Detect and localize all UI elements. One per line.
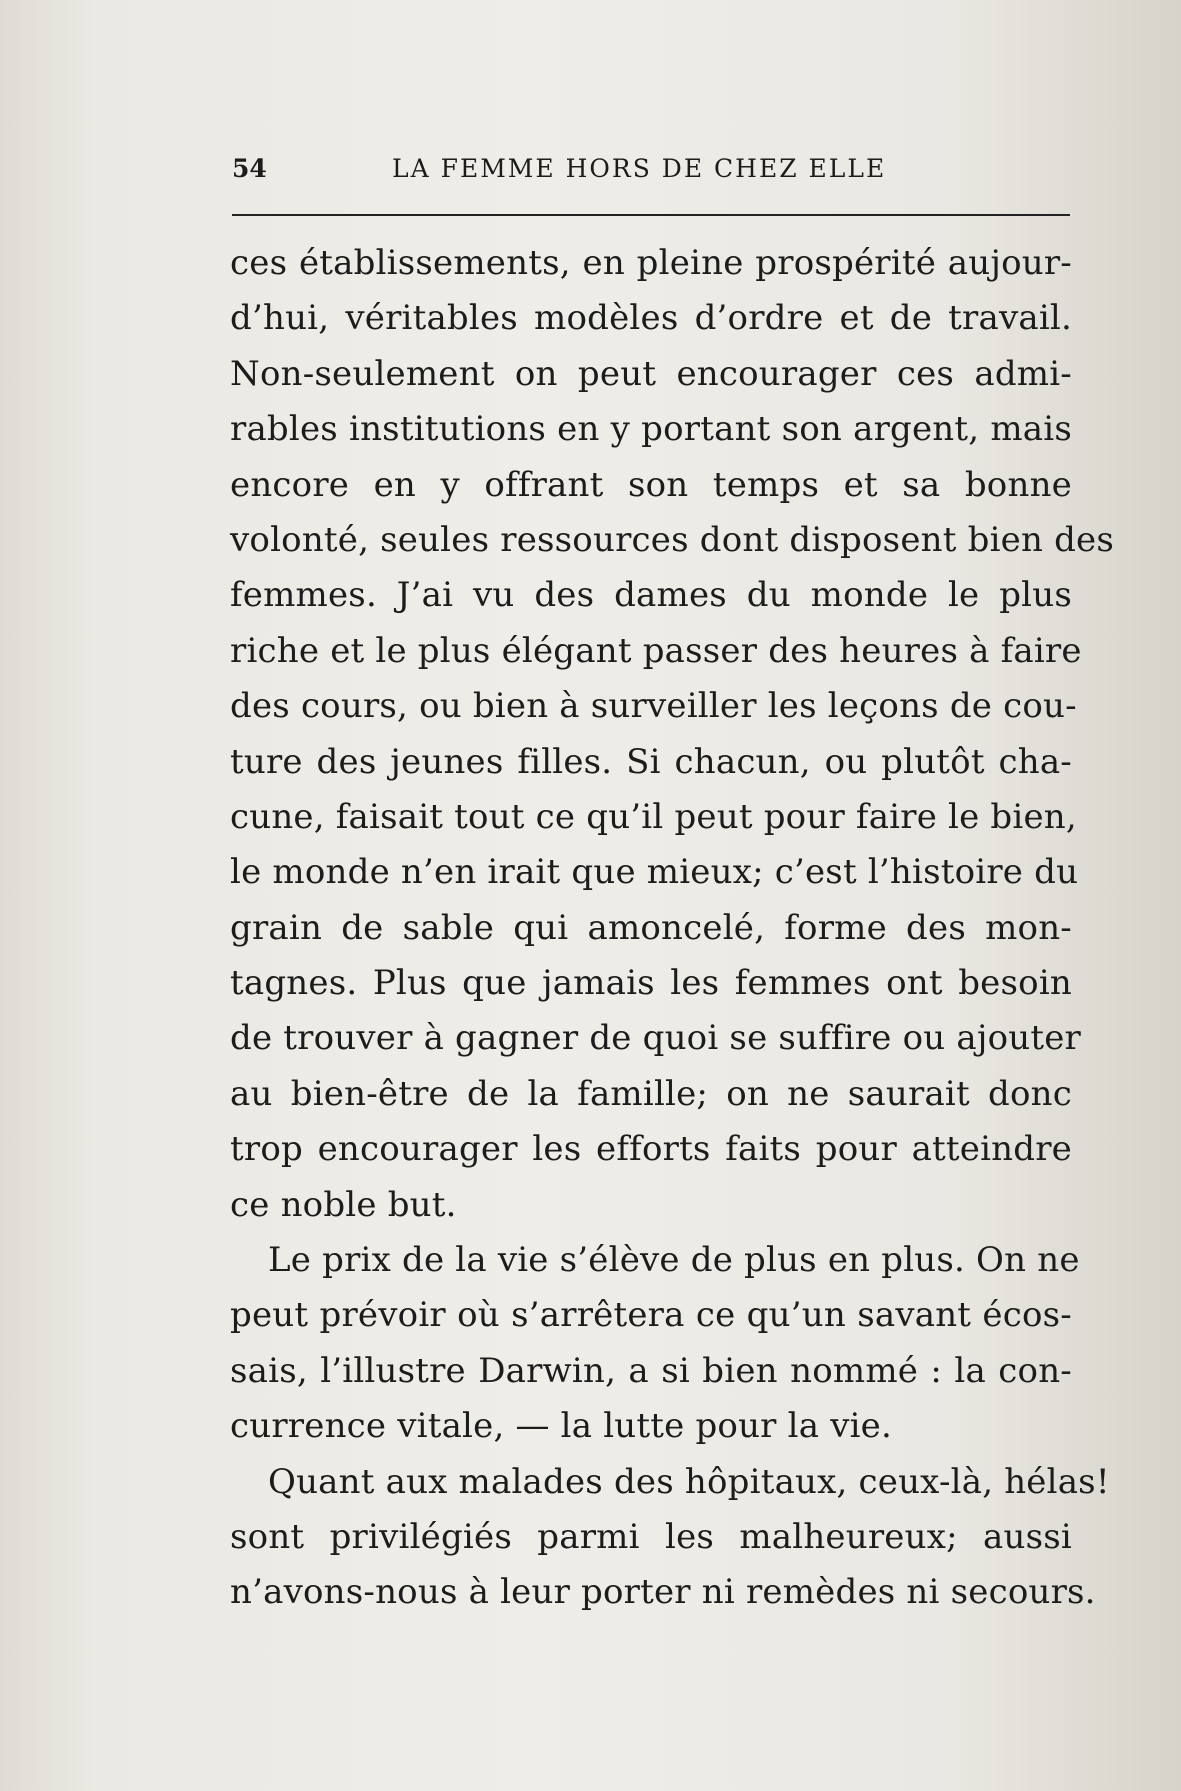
- text-line: d’hui, véritables modèles d’ordre et de travail.: [230, 298, 1072, 339]
- text-line: de trouver à gagner de quoi se suffire ou ajouter: [230, 1018, 1081, 1059]
- page-number: 54: [232, 154, 267, 183]
- text-line: ture des jeunes filles. Si chacun, ou plutôt cha-: [230, 741, 1072, 782]
- text-line: riche et le plus élégant passer des heures à faire: [230, 630, 1082, 671]
- text-line: trop encourager les efforts faits pour atteindre: [230, 1129, 1072, 1170]
- text-line: ces établissements, en pleine prospérité aujour-: [230, 243, 1072, 283]
- paragraph-end-line: ce noble but.: [230, 1184, 457, 1225]
- text-line: Non-seulement on peut encourager ces admi-: [230, 353, 1072, 394]
- text-line: grain de sable qui amoncelé, forme des mon-: [230, 907, 1072, 948]
- body-text: [230, 236, 1115, 1621]
- text-line: peut prévoir où s’arrêtera ce qu’un savant écos-: [230, 1295, 1072, 1336]
- text-line: cune, faisait tout ce qu’il peut pour faire le bien,: [230, 796, 1077, 837]
- running-title: LA FEMME HORS DE CHEZ ELLE: [392, 154, 887, 183]
- text-line: le monde n’en irait que mieux; c’est l’histoire du: [230, 852, 1079, 893]
- text-line: sais, l’illustre Darwin, a si bien nommé : la con-: [230, 1350, 1072, 1391]
- text-line: volonté, seules ressources dont disposent bien des: [230, 519, 1115, 560]
- text-line: n’avons-nous à leur porter ni remèdes ni secours.: [230, 1572, 1096, 1613]
- text-line: au bien-être de la famille; on ne saurait donc: [230, 1073, 1072, 1114]
- text-line: rables institutions en y portant son argent, mais: [230, 409, 1072, 450]
- text-line: sont privilégiés parmi les malheureux; aussi: [230, 1516, 1072, 1557]
- page-header: [232, 150, 1070, 190]
- paragraph-start-line: Le prix de la vie s’élève de plus en plus. On ne: [268, 1240, 1080, 1281]
- paragraph-start-line: Quant aux malades des hôpitaux, ceux-là, hélas!: [268, 1461, 1110, 1502]
- text-line: tagnes. Plus que jamais les femmes ont besoin: [230, 963, 1072, 1004]
- paragraph-end-line: currence vitale, — la lutte pour la vie.: [230, 1406, 893, 1447]
- text-line: encore en y offrant son temps et sa bonne: [230, 464, 1072, 505]
- header-rule: [232, 214, 1070, 216]
- text-line: des cours, ou bien à surveiller les leçons de cou-: [230, 686, 1077, 727]
- text-line: femmes. J’ai vu des dames du monde le plus: [230, 575, 1072, 616]
